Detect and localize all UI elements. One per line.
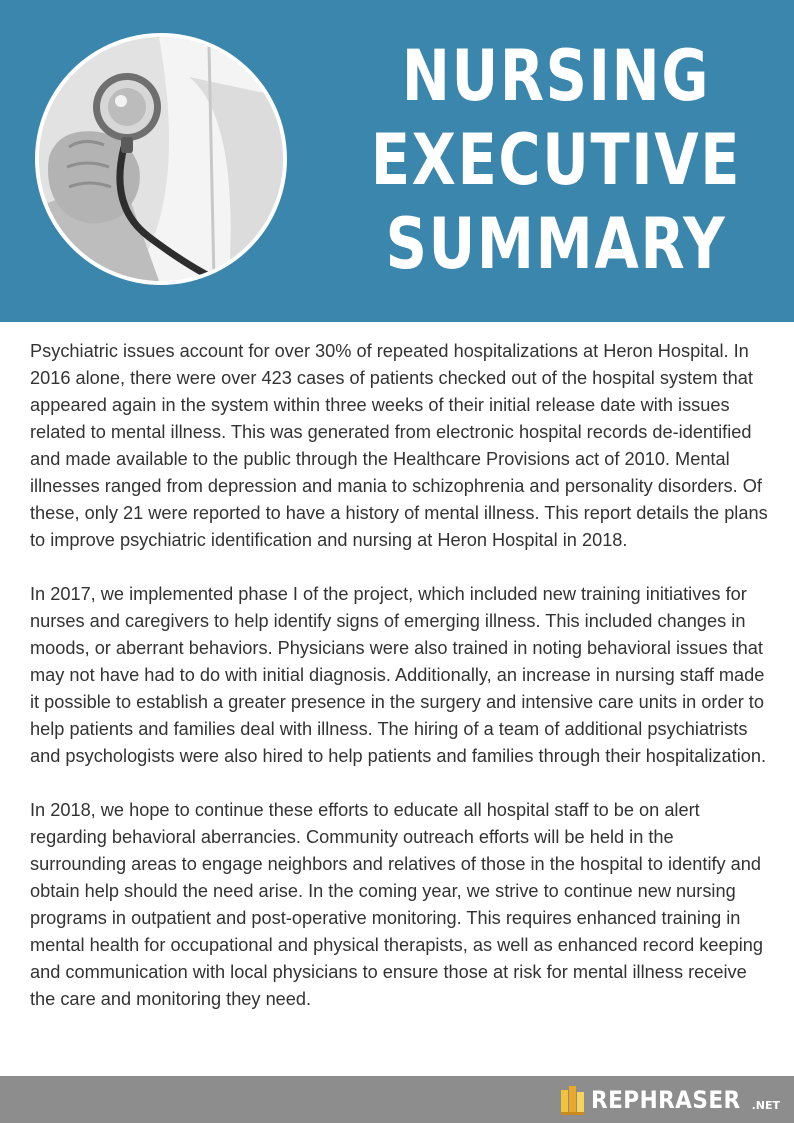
footer-bar [0,1076,794,1123]
paragraph-2: In 2017, we implemented phase I of the project, which included new training initiatives for nurses and caregivers to help identify signs of emerging illness. This included changes in moods, or aberrant behaviors. Physicians were also trained in noting behavioral issues that may not have had to do with initial diagnosis. Additionally, an increase in nursing staff made it possible to establish a greater presence in the surgery and intensive care units in order to help patients and families deal with illness. The hiring of a team of additional psychiatrists and psychologists were also hired to help patients and families through their hospitalization. [30,584,767,766]
page-title [371,34,742,286]
logo-suffix: .NET [751,1099,780,1112]
summary-body [30,338,770,1040]
paragraph-3: In 2018, we hope to continue these efforts to educate all hospital staff to be on alert regarding behavioral aberrancies. Community outreach efforts will be held in the surrounding areas to engage neighbors and relatives of those in the hospital to identify and obtain help should the need arise. In the coming year, we strive to continue new nursing programs in outpatient and post-operative monitoring. This requires enhanced training in mental health for occupational and physical therapists, as well as enhanced record keeping and communication with local physicians to ensure those at risk for mental illness receive the care and monitoring they need. [30,800,763,1009]
header-banner [0,0,794,322]
title-line-3: SUMMARY [385,203,727,285]
paragraph-1: Psychiatric issues account for over 30% of repeated hospitalizations at Heron Hospital. In 2016 alone, there were over 423 cases of patients checked out of the hospital system that appeared again in the system within three weeks of their initial release date with issues related to mental illness. This was generated from electronic hospital records de-identified and made available to the public through the Healthcare Provisions act of 2010. Mental illnesses ranged from depression and mania to schizophrenia and personality disorders. Of these, only 21 were reported to have a history of mental illness. This report details the plans to improve psychiatric identification and nursing at Heron Hospital in 2018. [30,341,768,550]
stethoscope-photo-icon [35,33,287,285]
title-line-1: NURSING [401,35,711,117]
books-icon [559,1084,587,1116]
rephraser-logo[interactable] [559,1084,780,1116]
logo-text: REPHRASER [591,1086,741,1114]
title-line-2: EXECUTIVE [370,119,742,201]
